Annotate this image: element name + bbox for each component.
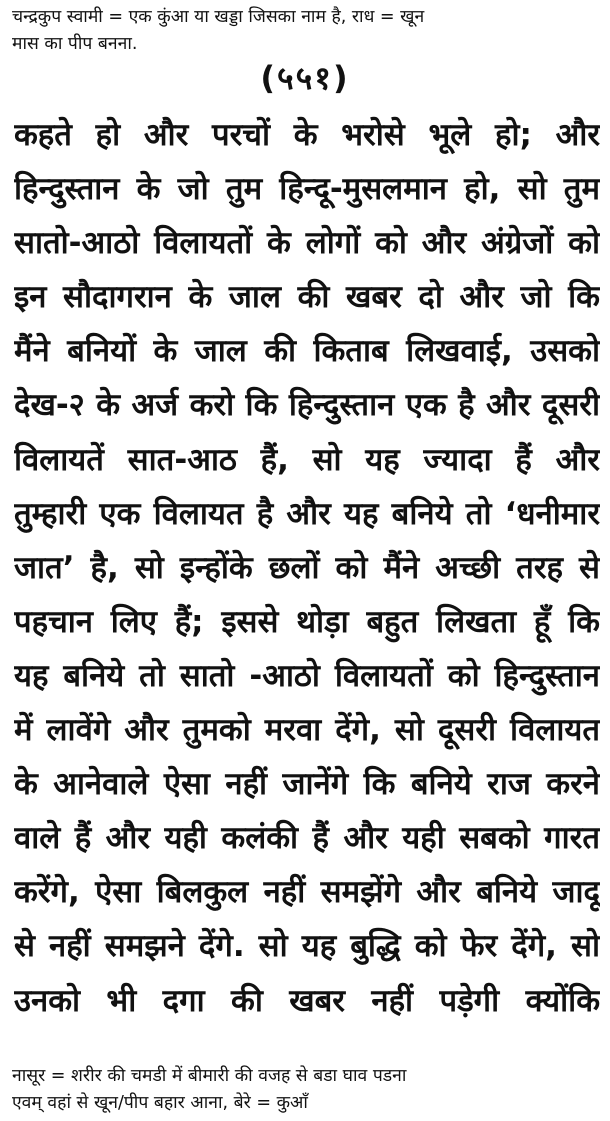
body-line: इन सौदागरान के जाल की खबर दो और जो कि <box>14 279 600 316</box>
body-line: विलायतें सात-आठ हैं, सो यह ज्यादा हैं और <box>14 441 600 478</box>
body-line: उनको भी दगा की खबर नहीं पड़ेगी क्योंकि <box>14 982 600 1019</box>
body-line: तुम्हारी एक विलायत है और यह बनिये तो ‘धनीमार <box>14 495 600 532</box>
body-text <box>14 108 600 1028</box>
body-line: करेंगे, ऐसा बिलकुल नहीं समझेंगे और बनिये जादू <box>14 874 600 911</box>
body-line: पहचान लिए हैं; इससे थोड़ा बहुत लिखता हूँ कि <box>14 603 600 640</box>
body-line: मैंने बनियों के जाल की किताब लिखवाई, उसको <box>14 333 600 370</box>
body-line: हिन्दुस्तान के जो तुम हिन्दू-मुसलमान हो, सो तुम <box>14 171 600 208</box>
body-line: कहते हो और परचों के भरोसे भूले हो; और <box>14 117 600 153</box>
top-footnote <box>12 4 600 58</box>
body-line: से नहीं समझने देंगे. सो यह बुद्धि को फेर देंगे, सो <box>14 928 600 965</box>
body-line: जात’ है, सो इन्होंके छलों को मैंने अच्छी तरह से <box>14 549 600 586</box>
body-line: में लावेंगे और तुमको मरवा देंगे, सो दूसरी विलायत <box>14 712 600 749</box>
bottom-footnote <box>12 1063 600 1117</box>
body-line: यह बनिये तो सातो -आठो विलायतों को हिन्दुस्तान <box>14 657 600 694</box>
footnote-line: नासूर = शरीर की चमडी में बीमारी की वजह से बडा घाव पडना <box>12 1066 407 1086</box>
page-number: (५५१) <box>260 59 350 97</box>
footnote-line: मास का पीप बनना. <box>12 34 138 54</box>
footnote-line: एवम् वहां से खून/पीप बहार आना, बेरे = कुआँ <box>12 1093 308 1113</box>
footnote-line: चन्द्रकुप स्वामी = एक कुंआ या खड्डा जिसका नाम है, राध = खून <box>12 7 425 27</box>
body-line: सातो-आठो विलायतों के लोगों को और अंग्रेजों को <box>14 225 600 262</box>
body-line: के आनेवाले ऐसा नहीं जानेंगे कि बनिये राज करने <box>14 766 600 803</box>
body-line: वाले हैं और यही कलंकी हैं और यही सबको गारत <box>14 820 600 857</box>
body-line: देख-२ के अर्ज करो कि हिन्दुस्तान एक है और दूसरी <box>14 387 600 424</box>
